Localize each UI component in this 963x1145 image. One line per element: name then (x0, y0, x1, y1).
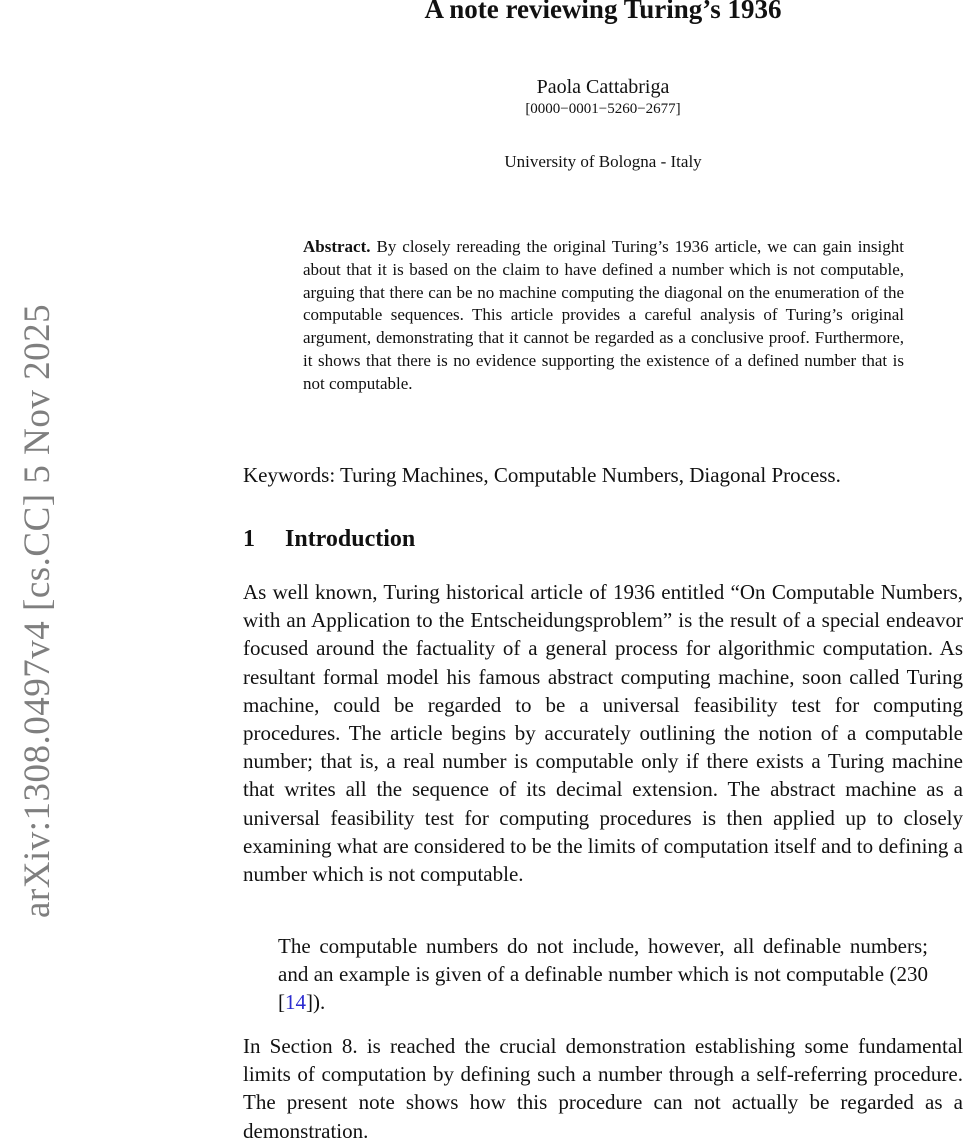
quote-text-end: ]). (306, 990, 326, 1015)
arxiv-identifier-stamp (0, 0, 58, 1142)
abstract-text: By closely rereading the original Turing’s 1936 article, we can gain insight about that it is based on the claim to have defined a number which is not computable, arguing that there can be no machine computing the diagonal on the enumeration of the computable sequences. This article provides a careful analysis of Turing’s original argument, demonstrating that it cannot be regarded as a conclusive proof. Furthermore, it shows that there is no evidence supporting the existence of a defined number that is not computable. (303, 237, 904, 393)
paper-title: A note reviewing Turing’s 1936 (424, 0, 782, 24)
abstract (303, 236, 904, 396)
author-orcid: [0000−0001−5260−2677] (525, 101, 681, 117)
arxiv-identifier-text: arXiv:1308.0497v4 [cs.CC] 5 Nov 2025 (17, 303, 58, 918)
author-name: Paola Cattabriga (536, 76, 670, 98)
abstract-label: Abstract. (303, 237, 371, 256)
intro-paragraph-2: In Section 8. is reached the crucial demonstration establishing some fundamental limits of computation by defining such a number through a self-referring procedure. The present note shows how this procedure can not actually be regarded as a demonstration. (243, 1034, 963, 1143)
section-heading-introduction (243, 526, 963, 553)
quote-text: The computable numbers do not include, however, all definable numbers; and an example is given of a definable number which is not computable (230 [ (278, 934, 928, 1015)
author-affiliation: University of Bologna - Italy (504, 152, 702, 171)
intro-paragraph-1: As well known, Turing historical article of 1936 entitled “On Computable Numbers, with an Application to the Entscheidungsproblem” is the result of a special endeavor focused around the factuality of a general process for algorithmic computation. As resultant formal model his famous abstract computing machine, soon called Turing machine, could be regarded to be a universal feasibility test for computing procedures. The article begins by accurately outlining the notion of a computable number; that is, a real number is computable only if there exists a Turing machine that writes all the sequence of its decimal extension. The abstract machine as a universal feasibility test for computing procedures is then applied up to closely examining what are considered to be the limits of computation itself and to defining a number which is not computable. (243, 580, 963, 887)
section-number: 1 (243, 526, 255, 552)
section-title: Introduction (285, 526, 416, 552)
block-quote (278, 932, 928, 1017)
citation-link[interactable]: 14 (285, 990, 306, 1015)
keywords: Keywords: Turing Machines, Computable Numbers, Diagonal Process. (243, 463, 841, 487)
